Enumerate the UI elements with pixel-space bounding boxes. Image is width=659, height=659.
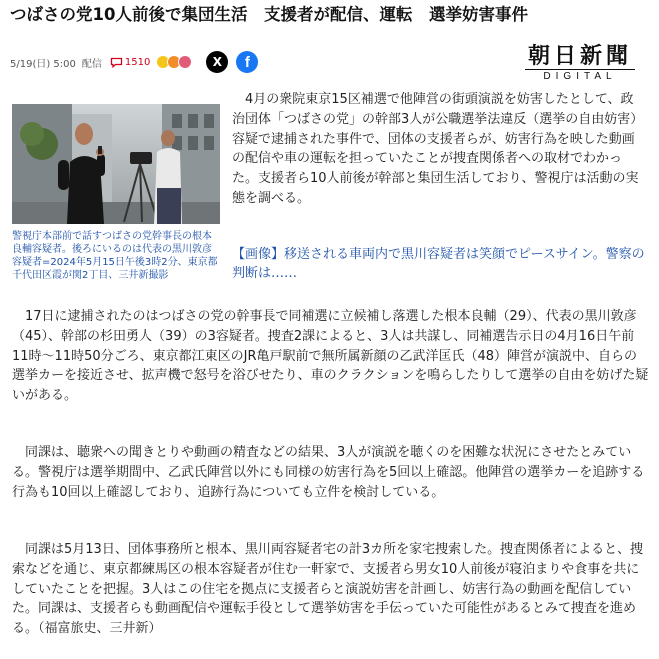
reaction-icons[interactable] — [156, 55, 192, 69]
x-icon: X — [212, 55, 222, 69]
comment-count: 1510 — [124, 56, 151, 68]
article-photo[interactable] — [12, 104, 220, 224]
article-photo-image — [12, 104, 220, 224]
body-paragraph: 17日に逮捕されたのはつばさの党の幹事長で同補選に立候補し落選した根本良輔（29）、代表の黒川敦彦（45）、幹部の杉田勇人（39）の3容疑者。捜査2課によると、3人は共謀し、同補選告示日の4月16日午前11時～11時50分ごろ、東京都江東区のJR亀戸駅前で無所属新顔の乙武洋匡氏（48）陣営が演説中、自らの選挙カーを接近させ、拡声機で怒号を浴びせたり、車のクラクションを鳴らしたりして選挙の自由を妨げた疑いがある。 — [12, 309, 649, 404]
photo-caption: 警視庁本部前で話すつばさの党幹事長の根本良輔容疑者。後ろにいるのは代表の黒川敦彦容疑者=2024年5月15日午後3時2分、東京都千代田区霞が関2丁目、三井新撮影 — [12, 231, 218, 281]
body-paragraph: 同課は、聴衆への聞きとりや動画の精査などの結果、3人が演説を聴くのを困難な状況にさせたとみている。警視庁は選挙期間中、乙武氏陣営以外にも同様の妨害行為を5回以上確認。他陣営の選挙カーを追跡する行為も10回以上確認しており、追跡行為についても立件を検討している。 — [12, 445, 645, 500]
publish-date: 5/19(日) 5:00 — [10, 58, 76, 70]
comment-icon — [110, 57, 123, 68]
x-share-button[interactable] — [206, 51, 228, 73]
publisher-logo[interactable] — [515, 44, 645, 82]
related-photo-link[interactable]: 【画像】移送される車両内で黒川容疑者は笑顔でピースサイン。警察の判断は…… — [232, 247, 645, 281]
facebook-share-button[interactable] — [236, 51, 258, 73]
article-headline: つばさの党10人前後で集団生活 支援者が配信、運転 選挙妨害事件 — [10, 5, 528, 24]
body-paragraph: 同課は5月13日、団体事務所と根本、黒川両容疑者宅の計3カ所を家宅捜索した。捜査関係者によると、捜索などを通じ、東京都練馬区の根本容疑者が住む一軒家で、支援者ら男女10人前後が寝泊まりや食事を共にしていたことを把握。3人はこの住宅を拠点に支援者らと演説妨害を計画し、妨害行為の動画を配信していた。同課は、支援者らも動画配信や運転手役として選挙妨害を手伝っていた可能性があるとみて捜査を進める。（福富旅史、三井新） — [12, 542, 644, 637]
facebook-icon: f — [244, 53, 250, 71]
share-buttons — [206, 51, 258, 73]
comment-button[interactable] — [110, 57, 150, 68]
distribution-label: 配信 — [81, 58, 102, 70]
publisher-logo-sub: DIGITAL — [525, 69, 635, 82]
article-meta — [10, 53, 258, 71]
reaction-icon — [178, 55, 192, 69]
lead-paragraph: 4月の衆院東京15区補選で他陣営の街頭演説を妨害したとして、政治団体「つばさの党」の幹部3人が公職選挙法違反（選挙の自由妨害）容疑で逮捕された事件で、団体の支援者らが、妨害行為を映した動画の配信や車の運転を担っていたことが捜査関係者への取材でわかった。支援者ら10人前後が幹部と集団生活しており、警視庁は活動の実態を調べる。 — [232, 92, 644, 206]
publisher-logo-main: 朝日新聞 — [527, 43, 632, 69]
